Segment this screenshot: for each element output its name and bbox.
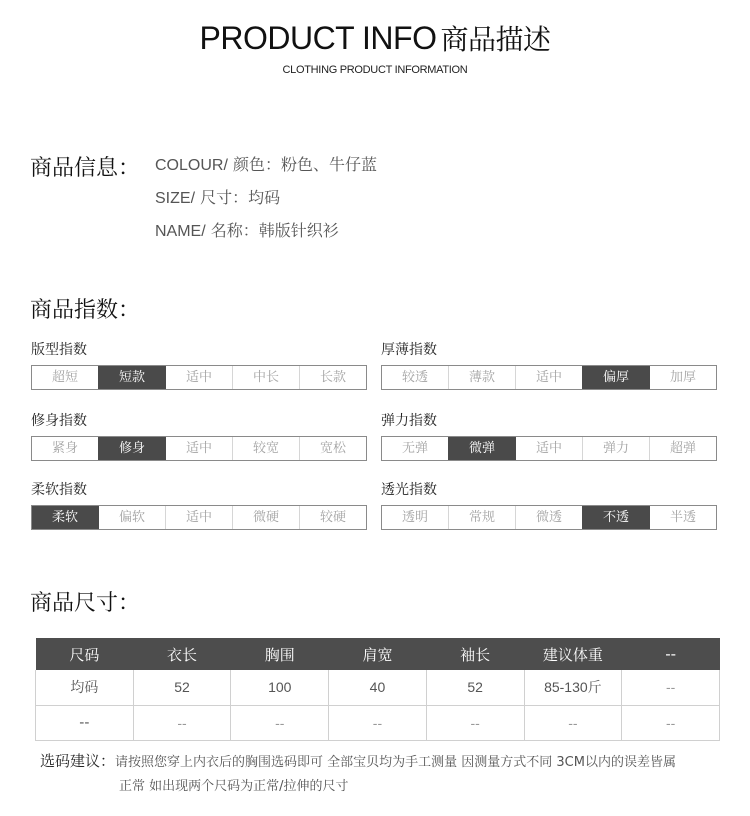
table-cell: 100	[231, 670, 329, 705]
title-cn: 商品描述	[440, 23, 551, 56]
index-group-slim	[31, 411, 367, 461]
index-group-thickness	[381, 340, 717, 390]
index-option: 宽松	[299, 437, 366, 460]
index-group-softness	[31, 480, 367, 530]
page-title	[0, 18, 750, 60]
info-value: 颜色：粉色、牛仔蓝	[233, 155, 378, 174]
index-option: 半透	[649, 506, 716, 529]
size-advice	[40, 749, 720, 799]
index-option: 适中	[515, 437, 582, 460]
title-en: PRODUCT INFO	[199, 20, 437, 56]
index-label: 修身指数	[31, 413, 87, 429]
info-value: 尺寸：均码	[200, 188, 281, 207]
index-option: 弹力	[582, 437, 649, 460]
info-label-en: COLOUR/	[155, 157, 228, 174]
index-option-selected: 偏厚	[582, 366, 649, 389]
table-cell: --	[622, 670, 720, 705]
info-row-size	[155, 185, 377, 218]
table-header-row	[36, 638, 720, 670]
index-scale	[381, 365, 717, 390]
table-row	[36, 670, 720, 705]
table-cell: --	[36, 705, 134, 740]
table-cell: 52	[426, 670, 524, 705]
index-option: 紧身	[51, 441, 78, 456]
column-header: 胸围	[231, 638, 329, 670]
page-header	[0, 18, 750, 76]
index-option: 超短	[51, 370, 78, 385]
index-scale	[31, 505, 367, 530]
table-cell: 均码	[36, 670, 134, 705]
column-header: --	[622, 638, 720, 670]
size-table	[35, 638, 720, 741]
index-option: 较宽	[232, 437, 299, 460]
index-label: 厚薄指数	[381, 342, 437, 358]
index-option-selected: 修身	[98, 437, 165, 460]
table-cell: --	[622, 705, 720, 740]
column-header: 建议体重	[524, 638, 622, 670]
table-cell: 85-130斤	[524, 670, 622, 705]
table-cell: --	[133, 705, 231, 740]
column-header: 袖长	[426, 638, 524, 670]
table-cell: 40	[329, 670, 427, 705]
index-option-selected: 短款	[98, 366, 165, 389]
index-option: 适中	[165, 506, 232, 529]
product-index-heading: 商品指数：	[30, 298, 141, 323]
index-option: 超弹	[649, 437, 716, 460]
product-size-heading: 商品尺寸：	[30, 591, 141, 616]
index-option: 常规	[448, 506, 515, 529]
index-group-elasticity	[381, 411, 717, 461]
index-option: 适中	[165, 437, 232, 460]
advice-line-2: 正常 如出现两个尺码为正常/拉伸的尺寸	[119, 779, 349, 794]
index-group-transparency	[381, 480, 717, 530]
index-option: 较硬	[299, 506, 366, 529]
index-option-selected: 柔软	[32, 506, 98, 529]
index-option: 适中	[515, 366, 582, 389]
index-option: 适中	[165, 366, 232, 389]
info-label-en: NAME/	[155, 223, 206, 240]
table-cell: 52	[133, 670, 231, 705]
index-option: 加厚	[649, 366, 716, 389]
column-header: 尺码	[36, 638, 134, 670]
info-row-name	[155, 218, 377, 251]
advice-line-1	[40, 749, 720, 774]
index-option: 微透	[515, 506, 582, 529]
table-cell: --	[524, 705, 622, 740]
index-option: 中长	[232, 366, 299, 389]
table-cell: --	[426, 705, 524, 740]
index-option-selected: 不透	[582, 506, 649, 529]
table-row	[36, 705, 720, 740]
index-label: 版型指数	[31, 342, 87, 358]
index-option: 长款	[299, 366, 366, 389]
index-option: 薄款	[448, 366, 515, 389]
index-option: 微硬	[232, 506, 299, 529]
index-label: 柔软指数	[31, 482, 87, 498]
advice-text: 请按照您穿上内衣后的胸围选码即可 全部宝贝均为手工测量 因测量方式不同 3CM以内的误差皆属	[115, 755, 676, 770]
column-header: 肩宽	[329, 638, 427, 670]
index-option: 透明	[401, 510, 428, 525]
product-info-heading: 商品信息：	[30, 156, 141, 181]
info-value: 名称：韩版针织衫	[210, 221, 339, 240]
index-scale	[31, 436, 367, 461]
index-group-fit-length	[31, 340, 367, 390]
index-option-selected: 微弹	[448, 437, 515, 460]
table-cell: --	[329, 705, 427, 740]
info-row-colour	[155, 152, 377, 185]
index-option: 无弹	[401, 441, 428, 456]
index-scale	[31, 365, 367, 390]
index-label: 透光指数	[381, 482, 437, 498]
index-label: 弹力指数	[381, 413, 437, 429]
column-header: 衣长	[133, 638, 231, 670]
product-info-list	[155, 152, 377, 251]
index-option: 偏软	[98, 506, 165, 529]
advice-label: 选码建议：	[40, 752, 116, 770]
table-cell: --	[231, 705, 329, 740]
index-option: 较透	[401, 370, 428, 385]
info-label-en: SIZE/	[155, 190, 196, 207]
page-subtitle: CLOTHING PRODUCT INFORMATION	[282, 64, 468, 76]
index-scale	[381, 505, 717, 530]
index-scale	[381, 436, 717, 461]
